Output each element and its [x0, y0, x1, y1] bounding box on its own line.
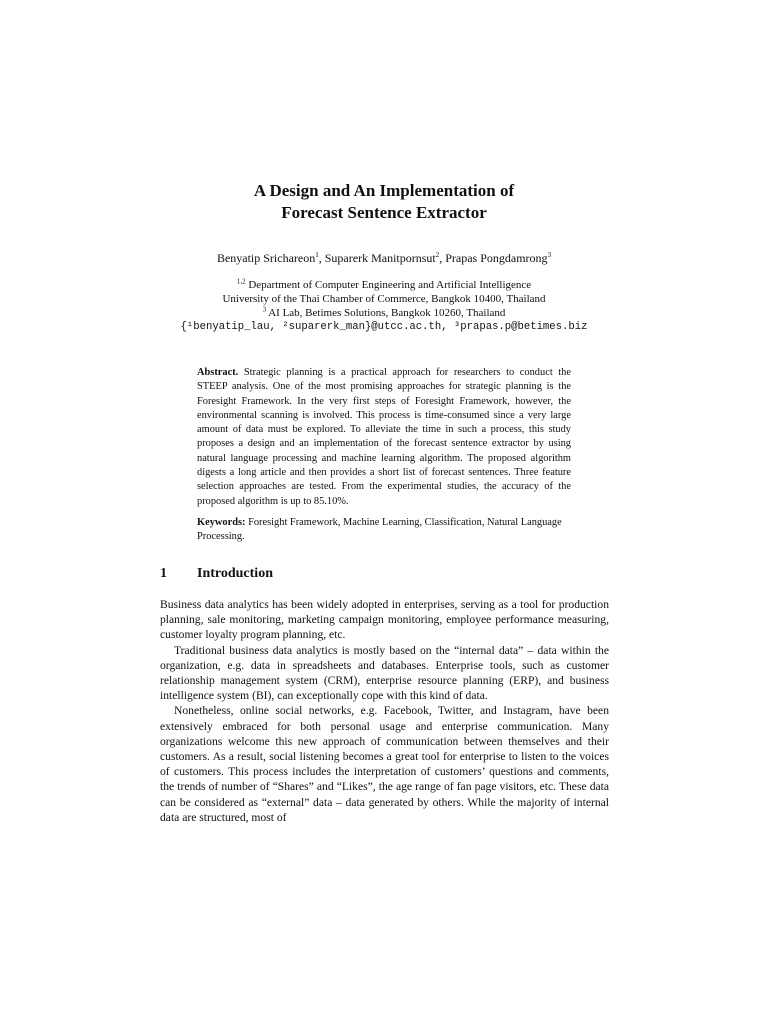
author-affiliation-mark: 1 [315, 251, 319, 259]
section-number: 1 [160, 566, 167, 581]
paragraph: Traditional business data analytics is mostly based on the “internal data” – data within the organization, e.g. data in spreadsheets and databases. Enterprise tools, such as customer relationship management system (CRM), enterprise resource planning (ERP), and business intelligence system (BI), can exceptionally cope with this kind of data. [160, 643, 609, 703]
title-line-1: A Design and An Implementation of [253, 181, 515, 200]
abstract-text: Strategic planning is a practical approach for researchers to conduct the STEEP analysis. One of the most promising approaches for strategic planning is the Foresight Framework. In the very first steps of Foresight Framework, however, the environmental scanning is involved. This process is time-consumed since a very large amount of data must be explored. To alleviate the time in such a process, this study proposes a design and an implementation of the forecast sentence extractor by using natural language processing and machine learning algorithm. The proposed algorithm digests a long article and then provides a short list of forecast sentences. Three feature selection approaches are tested. From the experimental studies, the accuracy of the proposed algorithm is up to 85.10%. [197, 367, 571, 507]
author-name: Benyatip Srichareon [216, 251, 316, 265]
affiliation-mark: 1,2 [236, 277, 246, 286]
affiliation-mark: 3 [262, 305, 267, 314]
section-body [160, 597, 609, 825]
section-heading [160, 565, 273, 583]
abstract [197, 366, 571, 509]
affiliation-line: University of the Thai Chamber of Commerce, Bangkok 10400, Thailand [222, 293, 546, 305]
paper-title [0, 180, 768, 224]
keywords-label: Keywords: [197, 517, 246, 528]
paragraph: Nonetheless, online social networks, e.g. Facebook, Twitter, and Instagram, have been extensively embraced for both personal usage and enterprise communication. Many organizations welcome this new approach of communication between themselves and their customers. As a result, social listening becomes a great tool for enterprise to listen to the voices of customers. This process includes the interpretation of customers’ questions and comments, the trends of number of “Shares” and “Likes”, the age range of fan page visitors, etc. These data can be considered as “external” data – data generated by others. While the majority of internal data are structured, most of [160, 704, 609, 824]
title-line-2: Forecast Sentence Extractor [281, 203, 487, 222]
affiliation-line [0, 278, 768, 292]
author-name: Prapas Pongdamrong [445, 251, 548, 265]
author-affiliation-mark: 3 [547, 251, 552, 259]
author-affiliation-mark: 2 [435, 251, 440, 259]
abstract-label: Abstract. [197, 367, 239, 378]
affiliation-text: AI Lab, Betimes Solutions, Bangkok 10260, Thailand [266, 307, 506, 319]
affiliations [0, 278, 768, 334]
keywords-text: Foresight Framework, Machine Learning, Classification, Natural Language Processing. [197, 517, 562, 543]
affiliation-line [0, 306, 768, 320]
keywords [197, 516, 571, 545]
author-emails: {¹benyatip_lau, ²suparerk_man}@utcc.ac.th, ³prapas.p@betimes.biz [180, 321, 588, 333]
paragraph: Business data analytics has been widely adopted in enterprises, serving as a tool for production planning, sale monitoring, marketing campaign monitoring, employee performance measuring, customer loyalty program planning, etc. [160, 598, 609, 642]
author-list: Benyatip Srichareon$^1$, Suparerk Manitpornsut$^2$, Prapas Pongdamrong$^3$ [216, 251, 552, 265]
author-name: Suparerk Manitpornsut [324, 251, 436, 265]
section-title: Introduction [197, 566, 273, 581]
affiliation-text: Department of Computer Engineering and Artificial Intelligence [245, 279, 532, 291]
